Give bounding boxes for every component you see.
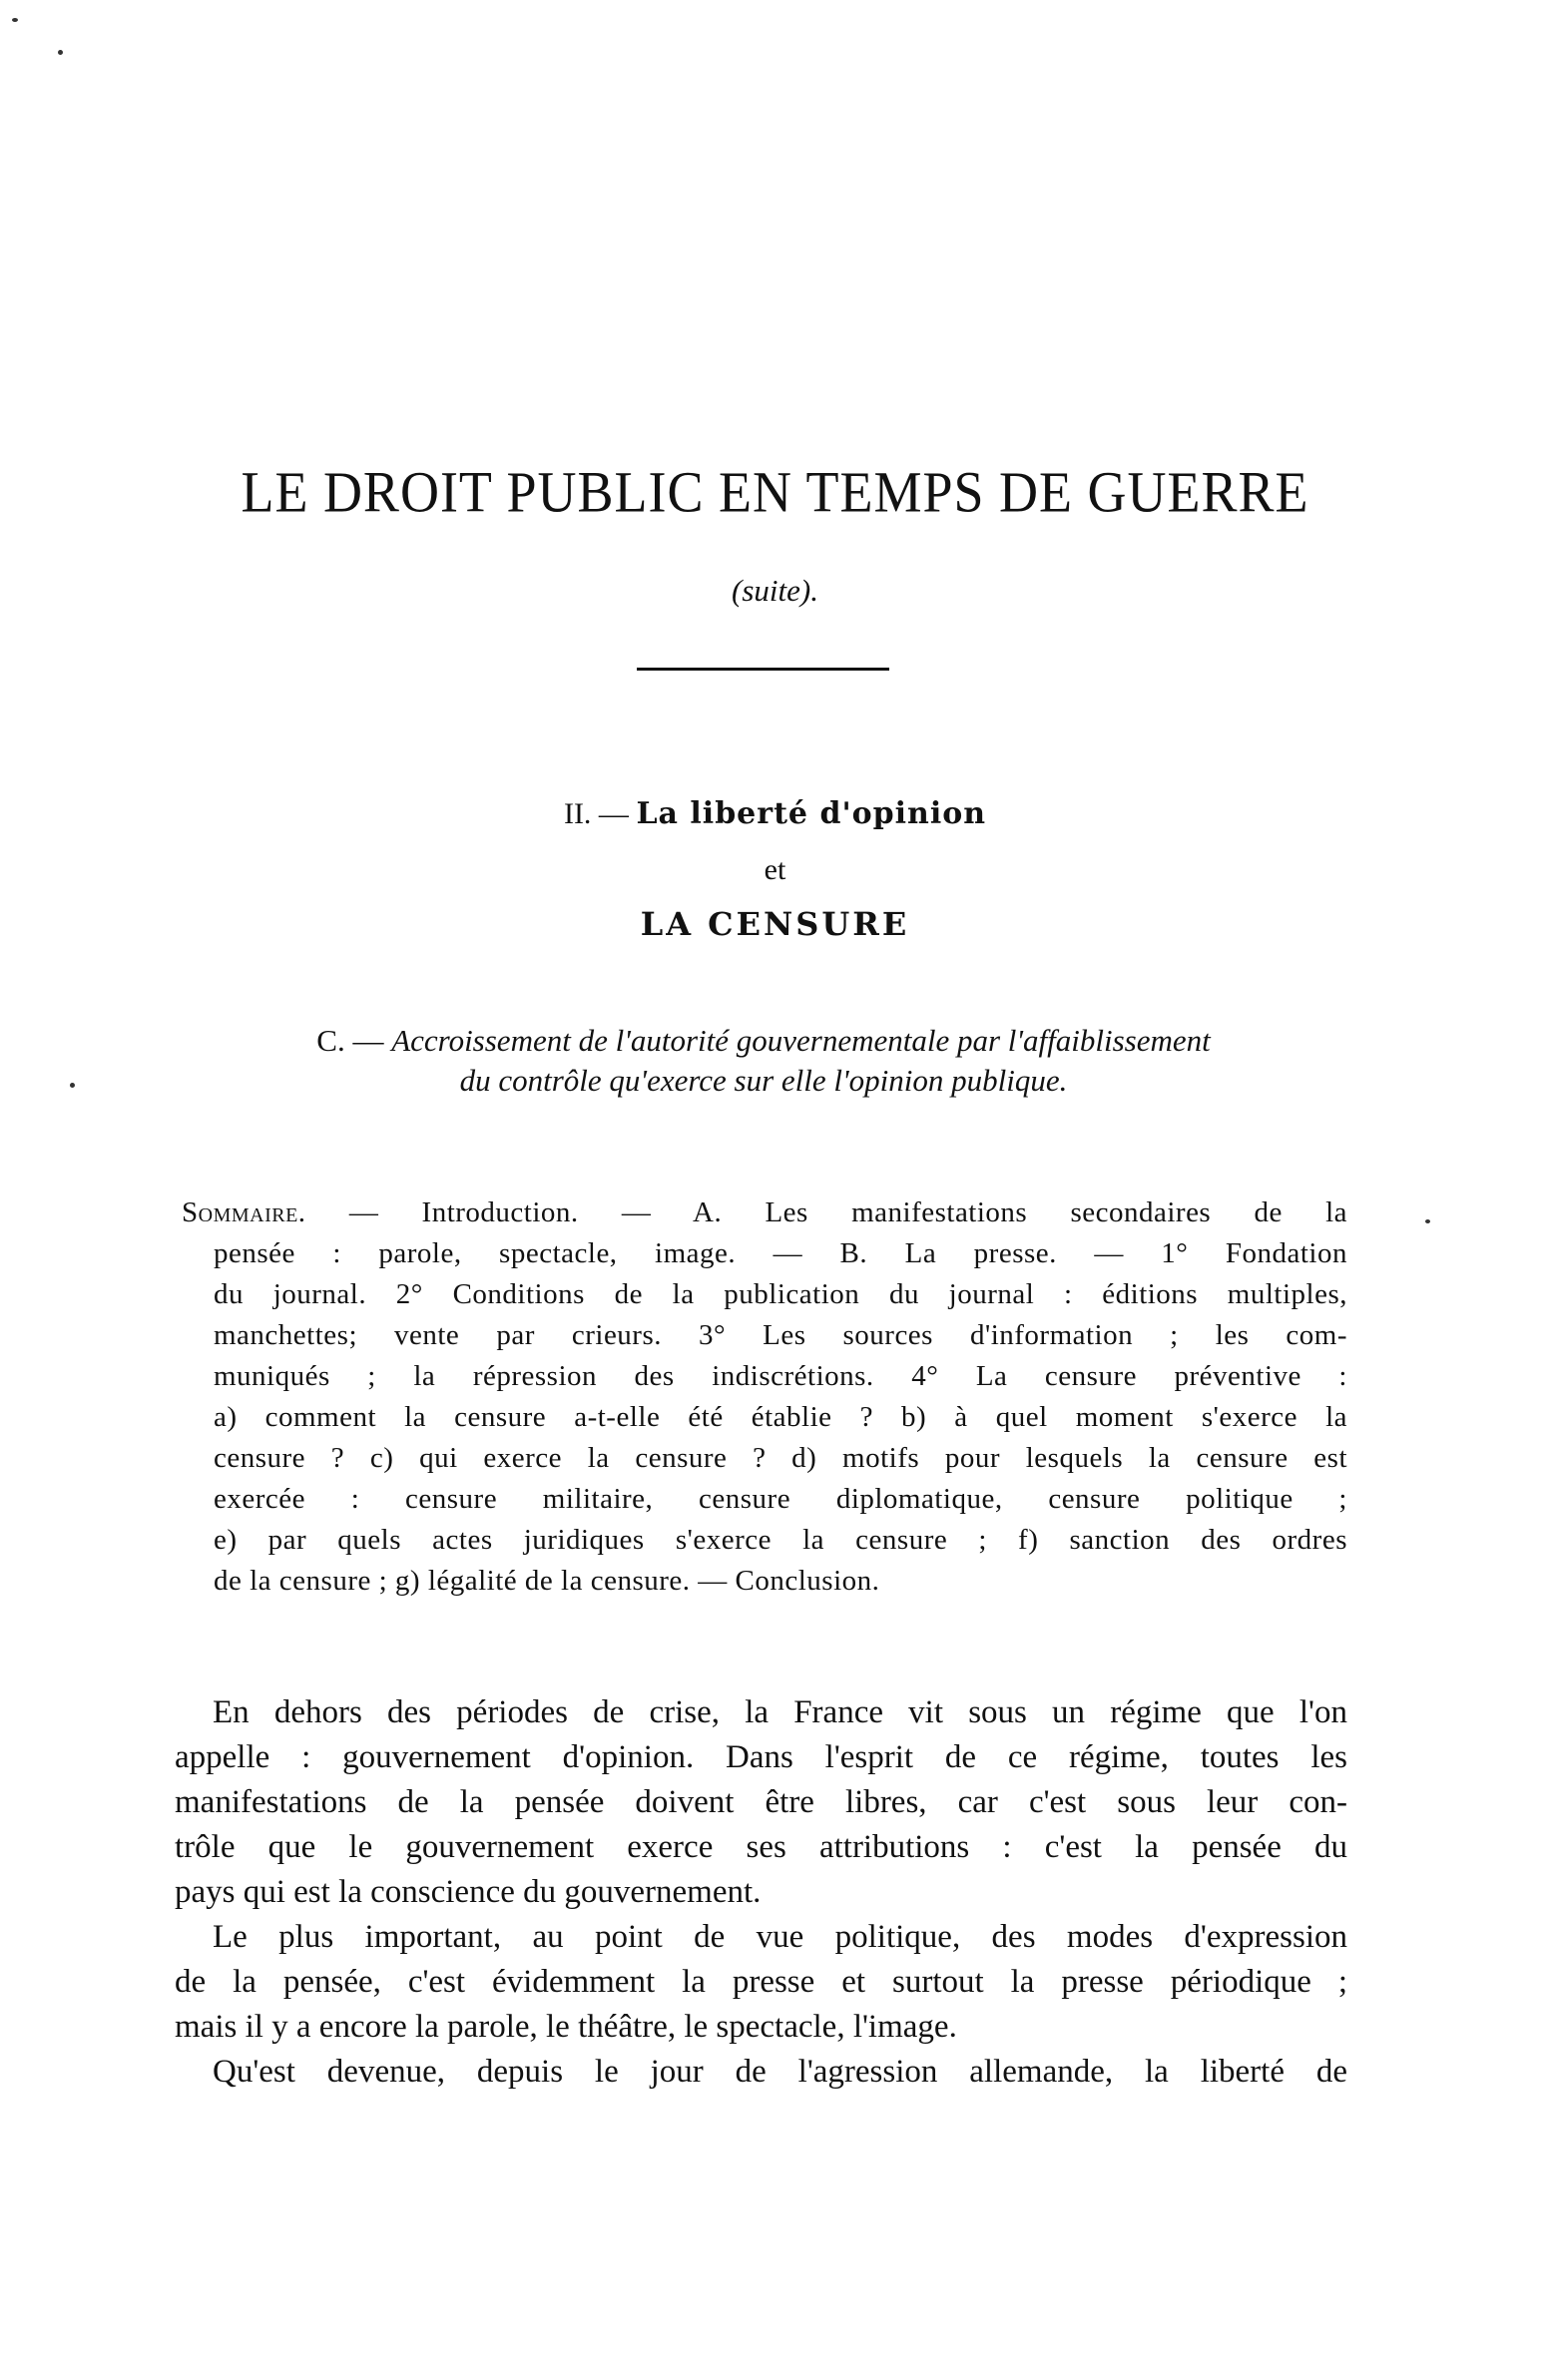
subsection-line-2: du contrôle qu'exerce sur elle l'opinion publique. — [459, 1063, 1068, 1098]
summary-line: de la censure ; g) légalité de la censure. — Conclusion. — [214, 1565, 880, 1597]
summary-line: du journal. 2° Conditions de la publication du journal : éditions multiples, — [214, 1278, 1347, 1310]
section-number: II. — — [563, 797, 629, 830]
summary-label: Sommaire. — [182, 1196, 306, 1228]
section-title-2-text: LA CENSURE — [640, 905, 910, 943]
subsection-heading — [180, 1021, 1347, 1101]
subsection-label: C. — — [316, 1023, 384, 1058]
title-divider — [637, 668, 889, 671]
print-speck — [1425, 1219, 1430, 1223]
body-line: manifestations de la pensée doivent être libres, car c'est sous leur con- — [175, 1784, 1347, 1820]
print-speck — [58, 50, 63, 55]
body-line: trôle que le gouvernement exerce ses attributions : c'est la pensée du — [175, 1829, 1347, 1865]
body-line: mais il y a encore la parole, le théâtre, le spectacle, l'image. — [175, 2009, 957, 2045]
section-heading — [0, 796, 1550, 831]
summary-line: manchettes; vente par crieurs. 3° Les sources d'information ; les com- — [214, 1319, 1347, 1351]
summary-line: a) comment la censure a-t-elle été établie ? b) à quel moment s'exerce la — [214, 1401, 1347, 1433]
body-line: En dehors des périodes de crise, la France vit sous un régime que l'on — [213, 1694, 1347, 1730]
summary-line: pensée : parole, spectacle, image. — B. La presse. — 1° Fondation — [214, 1237, 1347, 1269]
article-title: LE DROIT PUBLIC EN TEMPS DE GUERRE — [241, 459, 1309, 525]
print-speck — [12, 18, 18, 22]
summary-line: e) par quels actes juridiques s'exerce la censure ; f) sanction des ordres — [214, 1524, 1347, 1556]
summary-line — [182, 1192, 1347, 1233]
body-line: de la pensée, c'est évidemment la presse et surtout la presse périodique ; — [175, 1964, 1347, 2000]
body-text — [175, 1690, 1347, 2095]
subsection-text-1: Accroissement de l'autorité gouvernementale par l'affaiblissement — [391, 1023, 1211, 1058]
print-speck — [70, 1083, 75, 1088]
body-line: Qu'est devenue, depuis le jour de l'agression allemande, la liberté de — [213, 2054, 1347, 2090]
summary-block — [182, 1192, 1347, 1602]
body-line: pays qui est la conscience du gouvernement. — [175, 1874, 762, 1910]
summary-line: muniqués ; la répression des indiscrétions. 4° La censure préventive : — [214, 1360, 1347, 1392]
summary-line: censure ? c) qui exerce la censure ? d) motifs pour lesquels la censure est — [214, 1442, 1347, 1474]
section-title: La liberté d'opinion — [636, 796, 987, 831]
summary-line-text: — Introduction. — A. Les manifestations secondaires de la — [348, 1196, 1348, 1228]
article-subtitle: (suite). — [732, 573, 818, 608]
section-title-2 — [0, 905, 1550, 943]
body-line: Le plus important, au point de vue politique, des modes d'expression — [213, 1919, 1347, 1955]
section-connector: et — [764, 853, 786, 886]
summary-line: exercée : censure militaire, censure diplomatique, censure politique ; — [214, 1483, 1347, 1515]
body-line: appelle : gouvernement d'opinion. Dans l'esprit de ce régime, toutes les — [175, 1739, 1347, 1775]
subsection-line-1 — [180, 1021, 1347, 1061]
